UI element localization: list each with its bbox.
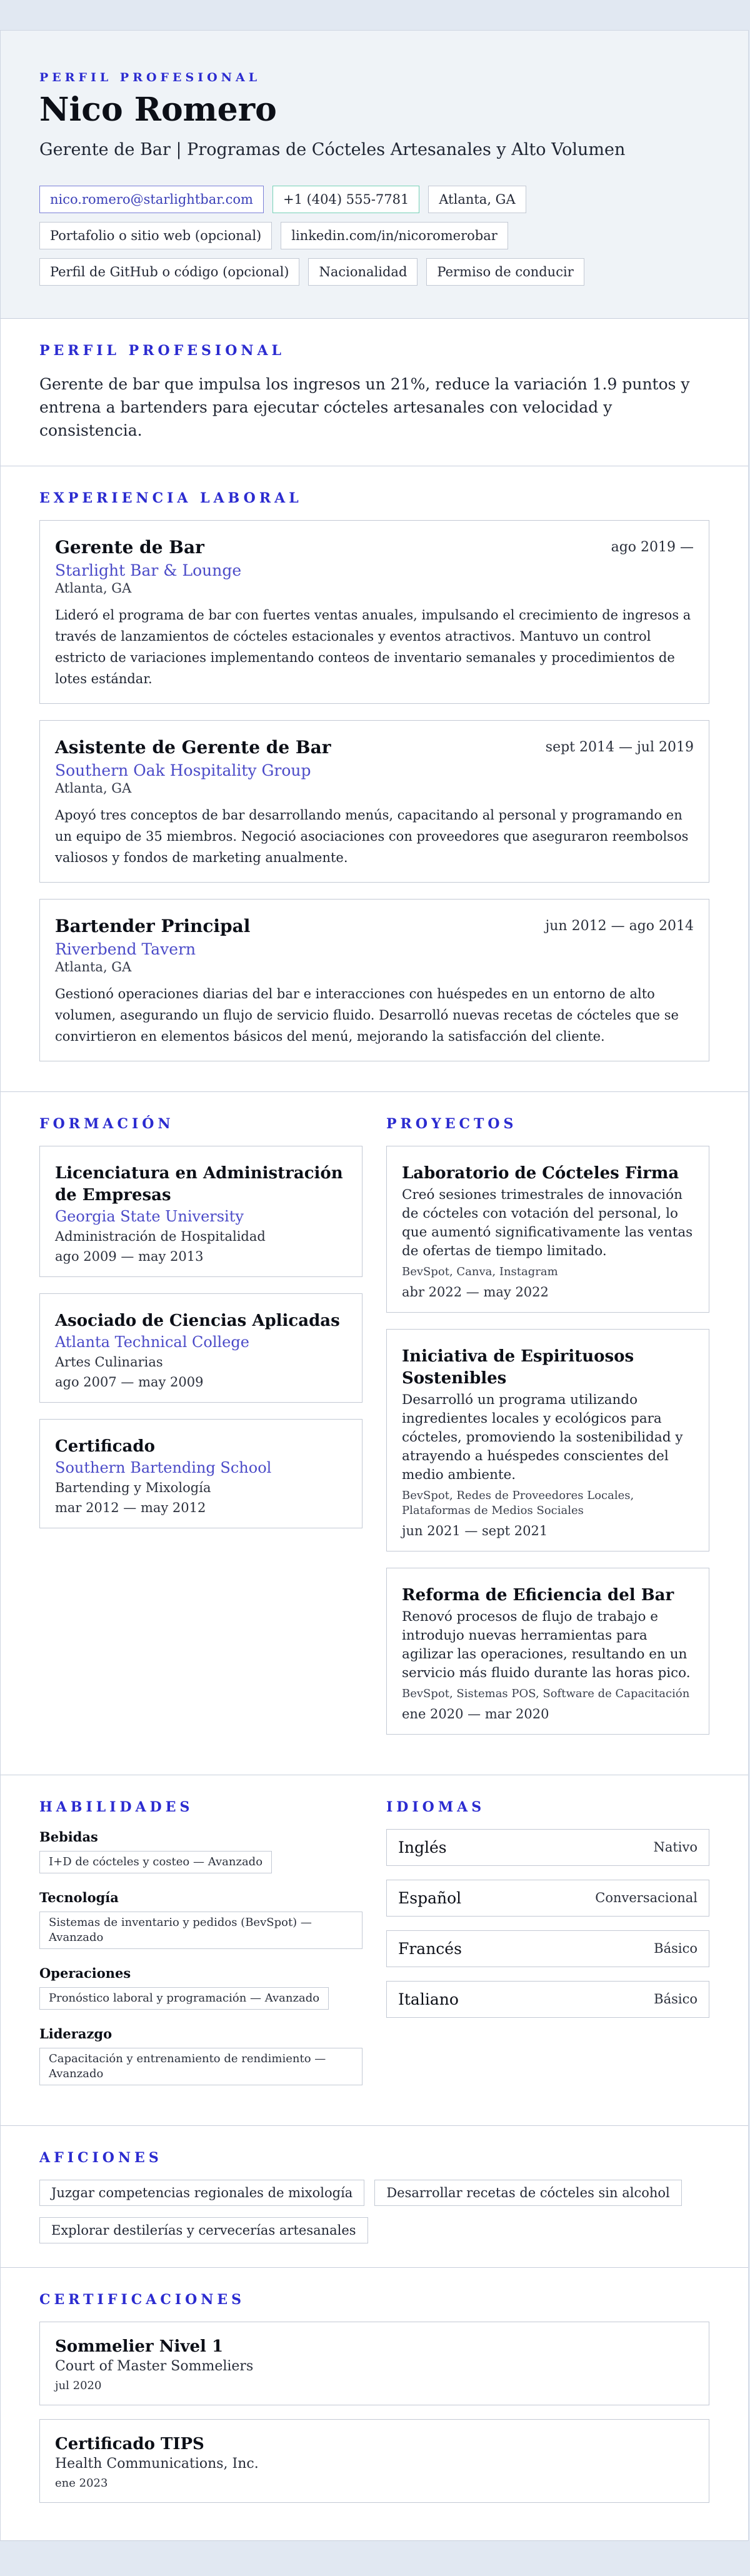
skills-column <box>39 1799 362 2102</box>
candidate-name: Nico Romero <box>39 91 277 129</box>
hobbies-title: AFICIONES <box>39 2149 162 2166</box>
job-company: Riverbend Tavern <box>55 940 196 958</box>
language-level: Básico <box>654 1941 698 1957</box>
summary-section <box>1 319 748 466</box>
education-title: FORMACIÓN <box>39 1115 174 1132</box>
contact-location: Atlanta, GA <box>428 186 526 213</box>
job-entry <box>39 520 709 704</box>
education-degree: Asociado de Ciencias Aplicadas <box>55 1311 340 1330</box>
job-date: sept 2014 — jul 2019 <box>545 739 694 755</box>
contact-github[interactable]: Perfil de GitHub o código (opcional) <box>39 258 299 286</box>
experience-section <box>1 466 748 1092</box>
skill-group <box>39 1965 362 2010</box>
projects-title: PROYECTOS <box>386 1115 518 1132</box>
education-school: Atlanta Technical College <box>55 1333 249 1351</box>
contact-nationality: Nacionalidad <box>308 258 418 286</box>
project-tech: BevSpot, Sistemas POS, Software de Capacitación <box>402 1686 690 1700</box>
contact-portfolio[interactable]: Portafolio o sitio web (opcional) <box>39 222 272 249</box>
hobby-chip: Explorar destilerías y cervecerías artesanales <box>39 2217 368 2243</box>
job-company: Southern Oak Hospitality Group <box>55 761 311 779</box>
hobby-list <box>39 2180 709 2243</box>
skill-label: Tecnología <box>39 1889 119 1905</box>
education-date: ago 2007 — may 2009 <box>55 1374 204 1390</box>
project-name: Reforma de Eficiencia del Bar <box>402 1585 674 1605</box>
project-date: jun 2021 — sept 2021 <box>402 1523 548 1538</box>
project-name: Iniciativa de Espirituosos Sostenibles <box>402 1346 634 1388</box>
skill-chip: Sistemas de inventario y pedidos (BevSpot) — Avanzado <box>39 1912 362 1949</box>
education-field: Bartending y Mixología <box>55 1480 211 1495</box>
resume-header <box>1 31 748 319</box>
project-entry <box>386 1146 709 1313</box>
language-level: Básico <box>654 1992 698 2007</box>
project-tech: BevSpot, Canva, Instagram <box>402 1265 558 1278</box>
job-title: Gerente de Bar <box>55 536 204 558</box>
language-name: Español <box>398 1888 462 1907</box>
project-tech: BevSpot, Redes de Proveedores Locales, Plataformas de Medios Sociales <box>402 1488 634 1517</box>
language-entry <box>386 1880 709 1917</box>
language-name: Inglés <box>398 1838 447 1857</box>
education-field: Artes Culinarias <box>55 1354 163 1370</box>
project-entry <box>386 1329 709 1551</box>
header-eyebrow: PERFIL PROFESIONAL <box>39 71 261 84</box>
contact-linkedin[interactable]: linkedin.com/in/nicoromerobar <box>281 222 508 249</box>
skill-label: Liderazgo <box>39 2025 112 2042</box>
skill-group <box>39 1829 362 1873</box>
resume-page <box>0 30 749 2541</box>
candidate-headline: Gerente de Bar | Programas de Cócteles Artesanales y Alto Volumen <box>39 139 626 159</box>
language-entry <box>386 1829 709 1866</box>
skill-label: Operaciones <box>39 1965 131 1981</box>
job-date: jun 2012 — ago 2014 <box>545 918 694 934</box>
job-description: Lideró el programa de bar con fuertes ventas anuales, impulsando el crecimiento de ingresos a través de lanzamientos de cócteles estacionales y eventos atractivos. Mantuvo un control estricto de variaciones implementando conteos de inventario semanales y procedimientos de lotes estándar. <box>55 607 691 686</box>
job-entry <box>39 899 709 1061</box>
project-date: abr 2022 — may 2022 <box>402 1284 549 1300</box>
certification-date: ene 2023 <box>55 2476 108 2490</box>
certification-date: jul 2020 <box>55 2378 102 2392</box>
education-degree: Certificado <box>55 1436 155 1456</box>
education-entry <box>39 1146 362 1277</box>
job-title: Asistente de Gerente de Bar <box>55 736 331 758</box>
skill-chip: Capacitación y entrenamiento de rendimiento — Avanzado <box>39 2048 362 2085</box>
certifications-section <box>1 2268 748 2541</box>
job-title: Bartender Principal <box>55 915 251 936</box>
job-location: Atlanta, GA <box>55 959 132 975</box>
language-name: Italiano <box>398 1990 459 2008</box>
language-level: Conversacional <box>595 1890 698 1906</box>
project-entry <box>386 1568 709 1735</box>
contact-driving-license: Permiso de conducir <box>426 258 584 286</box>
education-projects-section <box>1 1092 748 1775</box>
education-entry <box>39 1419 362 1528</box>
hobby-chip: Desarrollar recetas de cócteles sin alcohol <box>374 2180 681 2206</box>
education-school: Southern Bartending School <box>55 1458 272 1476</box>
projects-column <box>386 1116 709 1751</box>
contact-list <box>39 186 664 286</box>
skill-chip: Pronóstico laboral y programación — Avanzado <box>39 1987 329 2010</box>
education-degree: Licenciatura en Administración de Empresas <box>55 1163 343 1205</box>
project-description: Renovó procesos de flujo de trabajo e introdujo nuevas herramientas para agilizar las operaciones, resultando en un servicio más fluido durante las horas pico. <box>402 1608 691 1681</box>
summary-title: PERFIL PROFESIONAL <box>39 342 286 359</box>
job-description: Gestionó operaciones diarias del bar e interacciones con huéspedes en un entorno de alto volumen, asegurando un flujo de servicio fluido. Desarrolló nuevas recetas de cócteles que se convirtieron en elementos básicos del menú, mejorando la satisfacción del cliente. <box>55 986 679 1044</box>
project-date: ene 2020 — mar 2020 <box>402 1706 549 1722</box>
education-entry <box>39 1293 362 1403</box>
certification-entry <box>39 2322 709 2405</box>
hobbies-section <box>1 2126 748 2268</box>
job-company: Starlight Bar & Lounge <box>55 561 242 579</box>
languages-title: IDIOMAS <box>386 1798 486 1815</box>
certification-org: Health Communications, Inc. <box>55 2455 259 2472</box>
summary-text: Gerente de bar que impulsa los ingresos un 21%, reduce la variación 1.9 puntos y entrena a bartenders para ejecutar cócteles artesanales con velocidad y consistencia. <box>39 374 690 439</box>
language-level: Nativo <box>653 1840 698 1855</box>
language-entry <box>386 1981 709 2018</box>
job-location: Atlanta, GA <box>55 780 132 796</box>
project-description: Creó sesiones trimestrales de innovación de cócteles con votación del personal, lo que aumentó significativamente las ventas de ofertas de tiempo limitado. <box>402 1186 693 1259</box>
education-field: Administración de Hospitalidad <box>55 1228 266 1244</box>
certification-name: Certificado TIPS <box>55 2434 204 2453</box>
education-date: mar 2012 — may 2012 <box>55 1500 206 1515</box>
project-name: Laboratorio de Cócteles Firma <box>402 1163 679 1183</box>
job-description: Apoyó tres conceptos de bar desarrollando menús, capacitando al personal y programando en un equipo de 35 miembros. Negoció asociaciones con proveedores que aseguraron reembolsos valiosos y fondos de marketing anualmente. <box>55 807 689 865</box>
contact-phone[interactable]: +1 (404) 555-7781 <box>272 186 419 213</box>
skills-languages-section <box>1 1775 748 2126</box>
language-entry <box>386 1930 709 1967</box>
skill-label: Bebidas <box>39 1828 98 1845</box>
job-date: ago 2019 — <box>611 539 694 555</box>
education-school: Georgia State University <box>55 1207 244 1225</box>
skill-chip: I+D de cócteles y costeo — Avanzado <box>39 1851 272 1873</box>
certifications-title: CERTIFICACIONES <box>39 2291 246 2308</box>
education-date: ago 2009 — may 2013 <box>55 1248 204 1264</box>
skills-title: HABILIDADES <box>39 1798 194 1815</box>
job-location: Atlanta, GA <box>55 580 132 596</box>
education-column <box>39 1116 362 1751</box>
language-name: Francés <box>398 1939 462 1958</box>
skill-group <box>39 2026 362 2085</box>
certification-entry <box>39 2419 709 2503</box>
languages-column <box>386 1799 709 2102</box>
skill-group <box>39 1890 362 1949</box>
job-entry <box>39 720 709 883</box>
contact-email[interactable]: nico.romero@starlightbar.com <box>39 186 264 213</box>
certification-name: Sommelier Nivel 1 <box>55 2337 224 2356</box>
experience-title: EXPERIENCIA LABORAL <box>39 489 302 506</box>
hobby-chip: Juzgar competencias regionales de mixología <box>39 2180 364 2206</box>
project-description: Desarrolló un programa utilizando ingredientes locales y ecológicos para cócteles, promoviendo la sostenibilidad y atrayendo a huéspedes conscientes del medio ambiente. <box>402 1391 683 1483</box>
certification-org: Court of Master Sommeliers <box>55 2358 254 2374</box>
